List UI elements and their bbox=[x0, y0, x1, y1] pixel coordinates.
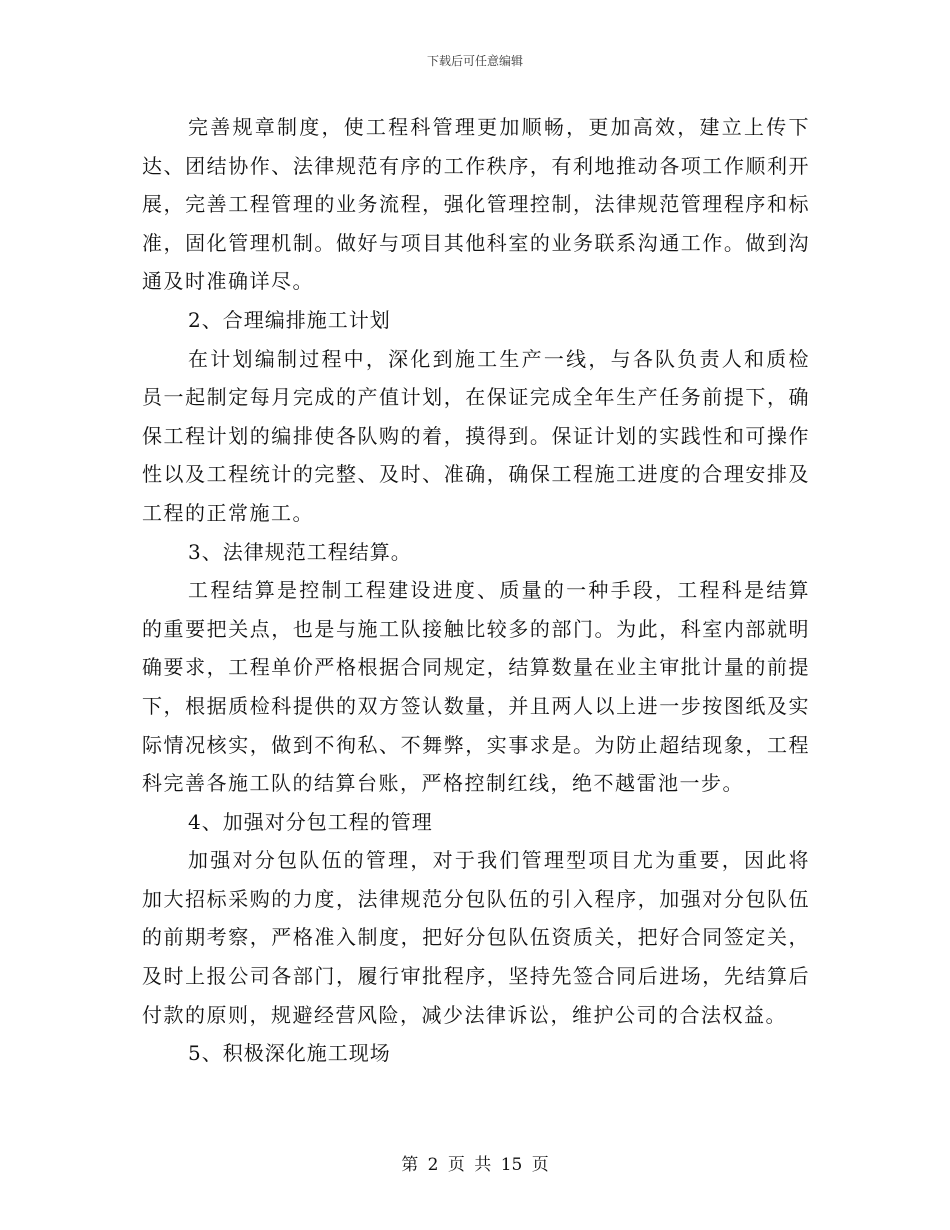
paragraph-management-system: 完善规章制度，使工程科管理更加顺畅，更加高效，建立上传下达、团结协作、法律规范有序的工作秩序，有利地推动各项工作顺利开展，完善工程管理的业务流程，强化管理控制，法律规范管理程序和标准，固化管理机制。做好与项目其他科室的业务联系沟通工作。做到沟通及时准确详尽。 bbox=[142, 115, 810, 294]
paragraph-project-settlement: 工程结算是控制工程建设进度、质量的一种手段，工程科是结算的重要把关点，也是与施工队接触比较多的部门。为此，科室内部就明确要求，工程单价严格根据合同规定，结算数量在业主审批计量的前提下，根据质检科提供的双方签认数量，并且两人以上进一步按图纸及实际情况核实，做到不徇私、不舞弊，实事求是。为防止超结现象，工程科完善各施工队的结算台账，严格控制红线，绝不越雷池一步。 bbox=[142, 578, 810, 796]
section-heading-2: 2、合理编排施工计划 bbox=[188, 307, 391, 332]
section-heading-5: 5、积极深化施工现场 bbox=[188, 1041, 391, 1066]
section-heading-4: 4、加强对分包工程的管理 bbox=[188, 809, 433, 834]
paragraph-subcontract-management: 加强对分包队伍的管理，对于我们管理型项目尤为重要，因此将加大招标采购的力度，法律规范分包队伍的引入程序，加强对分包队伍的前期考察，严格准入制度，把好分包队伍资质关，把好合同签定关，及时上报公司各部门，履行审批程序，坚持先签合同后进场，先结算后付款的原则，规避经营风险，减少法律诉讼，维护公司的合法权益。 bbox=[142, 848, 810, 1027]
page-number-footer: 第 2 页 共 15 页 bbox=[401, 1155, 549, 1175]
paragraph-construction-plan: 在计划编制过程中，深化到施工生产一线，与各队负责人和质检员一起制定每月完成的产值计划，在保证完成全年生产任务前提下，确保工程计划的编排使各队购的着，摸得到。保证计划的实践性和可操作性以及工程统计的完整、及时、准确，确保工程施工进度的合理安排及工程的正常施工。 bbox=[142, 346, 810, 525]
page-header: 下载后可任意编辑 bbox=[426, 54, 523, 68]
document-body bbox=[142, 108, 810, 1073]
section-heading-3: 3、法律规范工程结算。 bbox=[188, 539, 412, 564]
